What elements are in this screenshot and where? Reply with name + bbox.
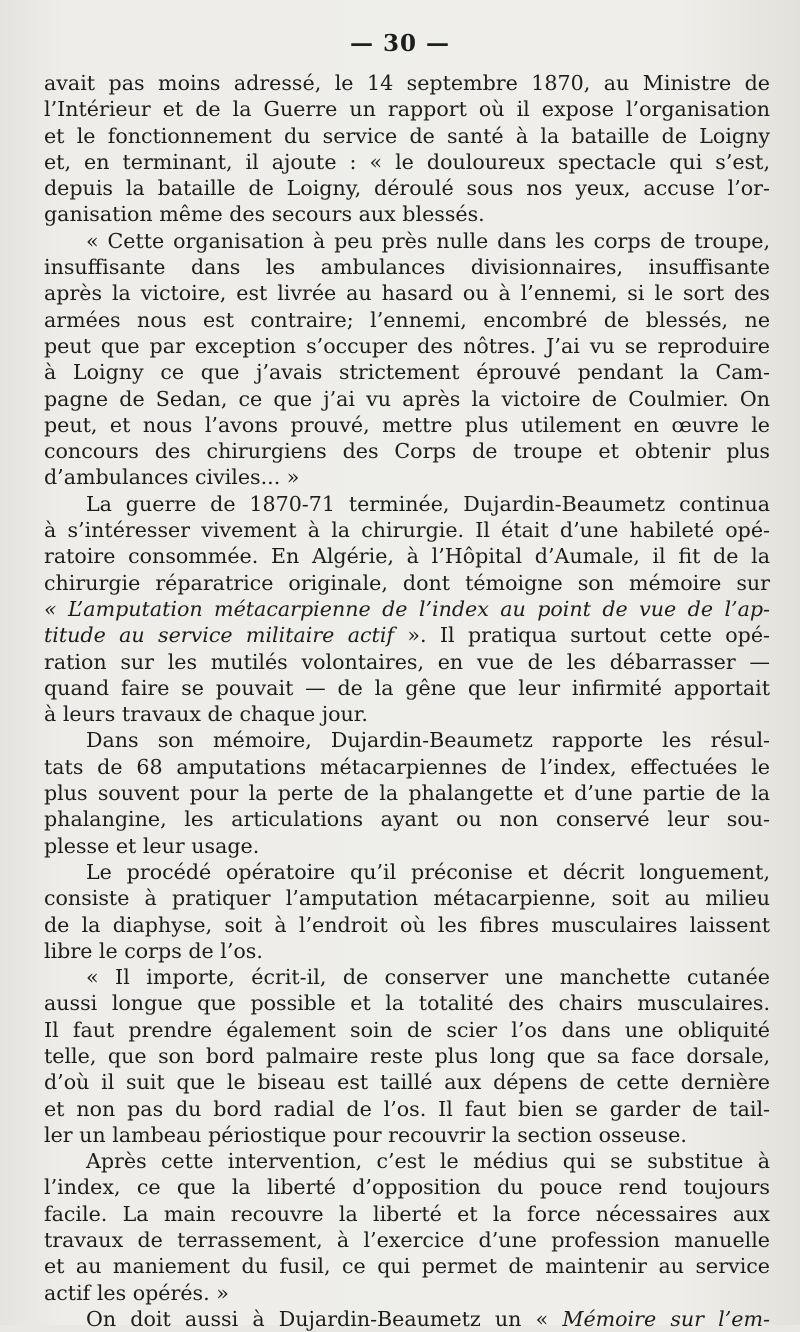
text-line-mixed — [44, 1306, 770, 1332]
text-line: à s’intéresser vivement à la chirurgie. Il était d’une habileté opé- — [44, 518, 770, 543]
text-line: peut que par exception s’occuper des nôtres. J’ai vu se reproduire — [44, 333, 770, 358]
text-line: « Cette organisation à peu près nulle dans les corps de troupe, — [86, 228, 770, 253]
text-line: armées nous est contraire; l’ennemi, encombré de blessés, ne — [44, 307, 770, 332]
text-line: Le procédé opératoire qu’il préconise et décrit longuement, — [86, 859, 770, 884]
text-line: telle, que son bord palmaire reste plus long que sa face dorsale, — [44, 1043, 770, 1068]
text-line: consiste à pratiquer l’amputation métacarpienne, soit au milieu — [44, 886, 770, 911]
text-line: La guerre de 1870-71 terminée, Dujardin-Beaumetz continua — [86, 491, 770, 516]
text-line: aussi longue que possible et la totalité des chairs musculaires. — [44, 991, 770, 1016]
text-line: insuffisante dans les ambulances divisionnaires, insuffisante — [44, 255, 770, 280]
text-line: d’où il suit que le biseau est taillé aux dépens de cette dernière — [44, 1070, 770, 1095]
text-line: peut, et nous l’avons prouvé, mettre plus utilement en œuvre le — [44, 412, 770, 437]
text-line: à Loigny ce que j’avais strictement éprouvé pendant la Cam- — [44, 360, 770, 385]
text-line: ratoire consommée. En Algérie, à l’Hôpital d’Aumale, il fit de la — [44, 544, 770, 569]
text-line: « Il importe, écrit-il, de conserver une manchette cutanée — [86, 965, 770, 990]
text-line: ler un lambeau périostique pour recouvrir la section osseuse. — [44, 1122, 687, 1147]
text-line: tats de 68 amputations métacarpiennes de l’index, effectuées le — [44, 754, 770, 779]
text-line: l’Intérieur et de la Guerre un rapport où il expose l’organisation — [44, 97, 770, 122]
text-line: à leurs travaux de chaque jour. — [44, 702, 368, 727]
text-line: Dans son mémoire, Dujardin-Beaumetz rapporte les résul- — [86, 728, 770, 753]
text-line: concours des chirurgiens des Corps de troupe et obtenir plus — [44, 439, 770, 464]
text-line: après la victoire, est livrée au hasard ou à l’ennemi, si le sort des — [44, 281, 770, 306]
text-line: avait pas moins adressé, le 14 septembre 1870, au Ministre de — [44, 71, 770, 95]
text-line: l’index, ce que la liberté d’opposition du pouce rend toujours — [44, 1175, 770, 1200]
roman-segment: ». Il pratiqua surtout cette opé- — [394, 623, 770, 648]
italic-segment: Mémoire sur l’em- — [562, 1306, 770, 1331]
text-line: et le fonctionnement du service de santé à la bataille de Loigny — [44, 123, 770, 148]
text-line: Après cette intervention, c’est le médius qui se substitue à — [86, 1149, 770, 1174]
text-line: chirurgie réparatrice originale, dont témoigne son mémoire sur — [44, 570, 770, 595]
text-line: quand faire se pouvait — de la gêne que leur infirmité apportait — [44, 675, 770, 700]
text-line: et au maniement du fusil, ce qui permet de maintenir au service — [44, 1254, 770, 1279]
text-line-italic: « L’amputation métacarpienne de l’index au point de vue de l’ap- — [44, 596, 770, 621]
text-line: Il faut prendre également soin de scier l’os dans une obliquité — [44, 1017, 770, 1042]
text-line: facile. La main recouvre la liberté et la force nécessaires aux — [44, 1201, 770, 1226]
page-number: — 30 — — [349, 30, 451, 57]
text-line: et non pas du bord radial de l’os. Il faut bien se garder de tail- — [44, 1096, 770, 1121]
text-line: et, en terminant, il ajoute : « le douloureux spectacle qui s’est, — [44, 149, 770, 174]
text-line: pagne de Sedan, ce que j’ai vu après la victoire de Coulmier. On — [44, 386, 770, 411]
text-body — [44, 70, 770, 1332]
text-line: actif les opérés. » — [44, 1280, 229, 1305]
roman-segment: On doit aussi à Dujardin-Beaumetz un « — [86, 1306, 563, 1331]
text-line: libre le corps de l’os. — [44, 938, 263, 963]
text-line: travaux de terrassement, à l’exercice d’une profession manuelle — [44, 1228, 770, 1253]
text-line: d’ambulances civiles... » — [44, 465, 300, 490]
text-line: plesse et leur usage. — [44, 833, 260, 858]
text-line: de la diaphyse, soit à l’endroit où les fibres musculaires laissent — [44, 912, 770, 937]
text-line: plus souvent pour la perte de la phalangette et d’une partie de la — [44, 781, 770, 806]
text-line: ganisation même des secours aux blessés. — [44, 202, 485, 227]
text-line: ration sur les mutilés volontaires, en vue de les débarrasser — — [44, 649, 770, 674]
text-line-mixed — [44, 622, 770, 648]
italic-segment: titude au service militaire actif — [44, 623, 395, 648]
text-line: phalangine, les articulations ayant ou non conservé leur sou- — [44, 807, 770, 832]
text-line: depuis la bataille de Loigny, déroulé sous nos yeux, accuse l’or- — [44, 176, 770, 201]
